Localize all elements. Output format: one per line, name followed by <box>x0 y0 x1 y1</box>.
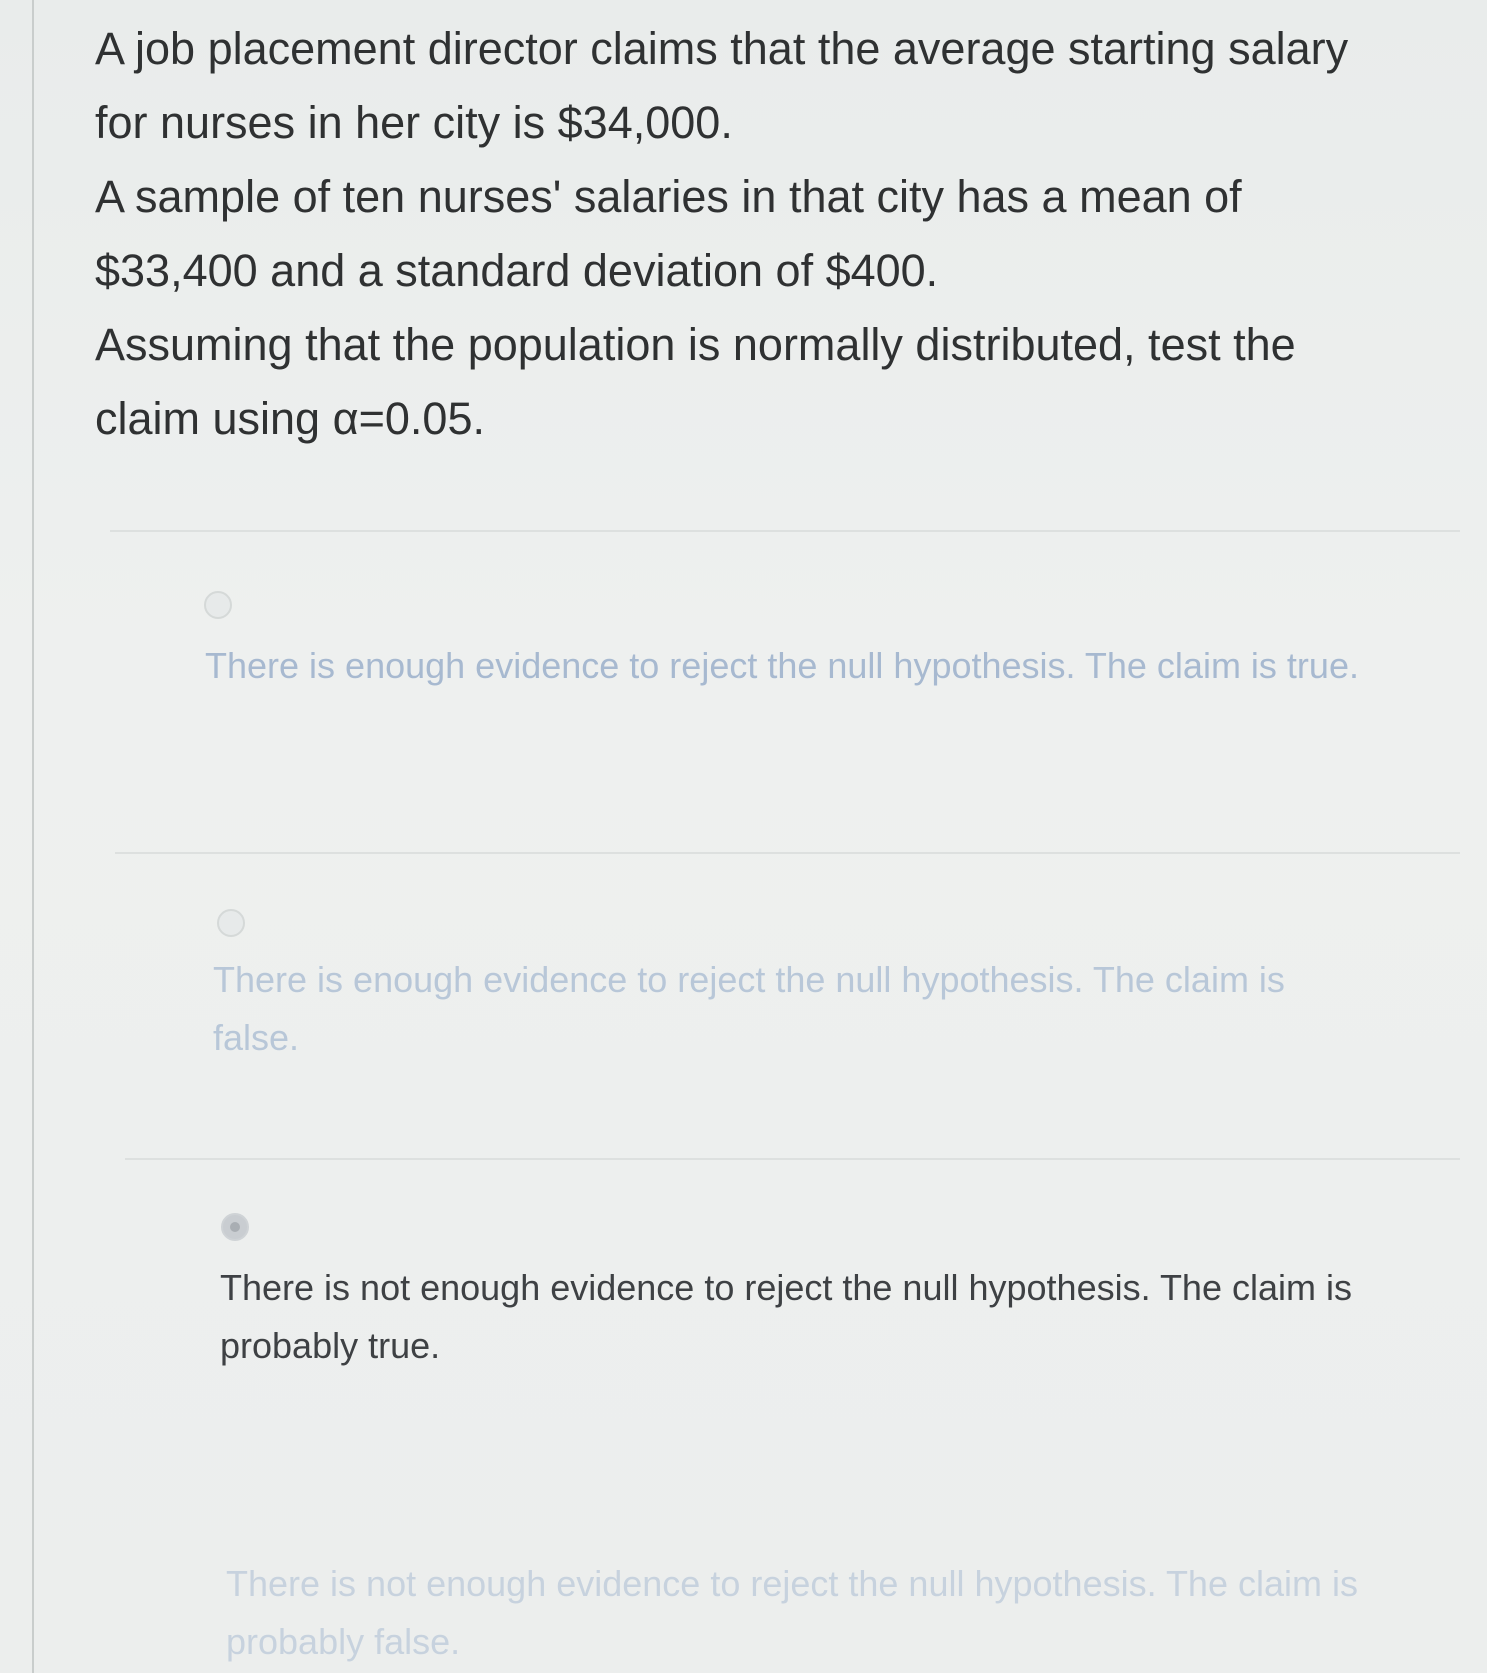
question-text <box>95 12 1465 456</box>
question-line: claim using α=0.05. <box>95 393 485 444</box>
question-line: A sample of ten nurses' salaries in that city has a mean of <box>95 171 1242 222</box>
answer-option-label[interactable]: There is enough evidence to reject the null hypothesis. The claim is false. <box>213 959 1285 1058</box>
answer-option-label[interactable]: There is not enough evidence to reject the null hypothesis. The claim is probably true. <box>220 1267 1352 1366</box>
option-divider <box>110 530 1460 532</box>
radio-button-3-selected[interactable] <box>221 1213 249 1241</box>
option-divider <box>125 1158 1460 1160</box>
left-border-line <box>32 0 34 1673</box>
answer-option-label[interactable]: There is enough evidence to reject the null hypothesis. The claim is true. <box>205 645 1359 686</box>
question-line: $33,400 and a standard deviation of $400. <box>95 245 939 296</box>
question-line: A job placement director claims that the average starting salary <box>95 23 1349 74</box>
answer-option-label[interactable]: There is not enough evidence to reject the null hypothesis. The claim is probably false. <box>226 1563 1358 1662</box>
radio-button-2[interactable] <box>217 909 245 937</box>
question-line: for nurses in her city is $34,000. <box>95 97 733 148</box>
question-line: Assuming that the population is normally distributed, test the <box>95 319 1296 370</box>
radio-button-1[interactable] <box>204 591 232 619</box>
option-divider <box>115 852 1460 854</box>
